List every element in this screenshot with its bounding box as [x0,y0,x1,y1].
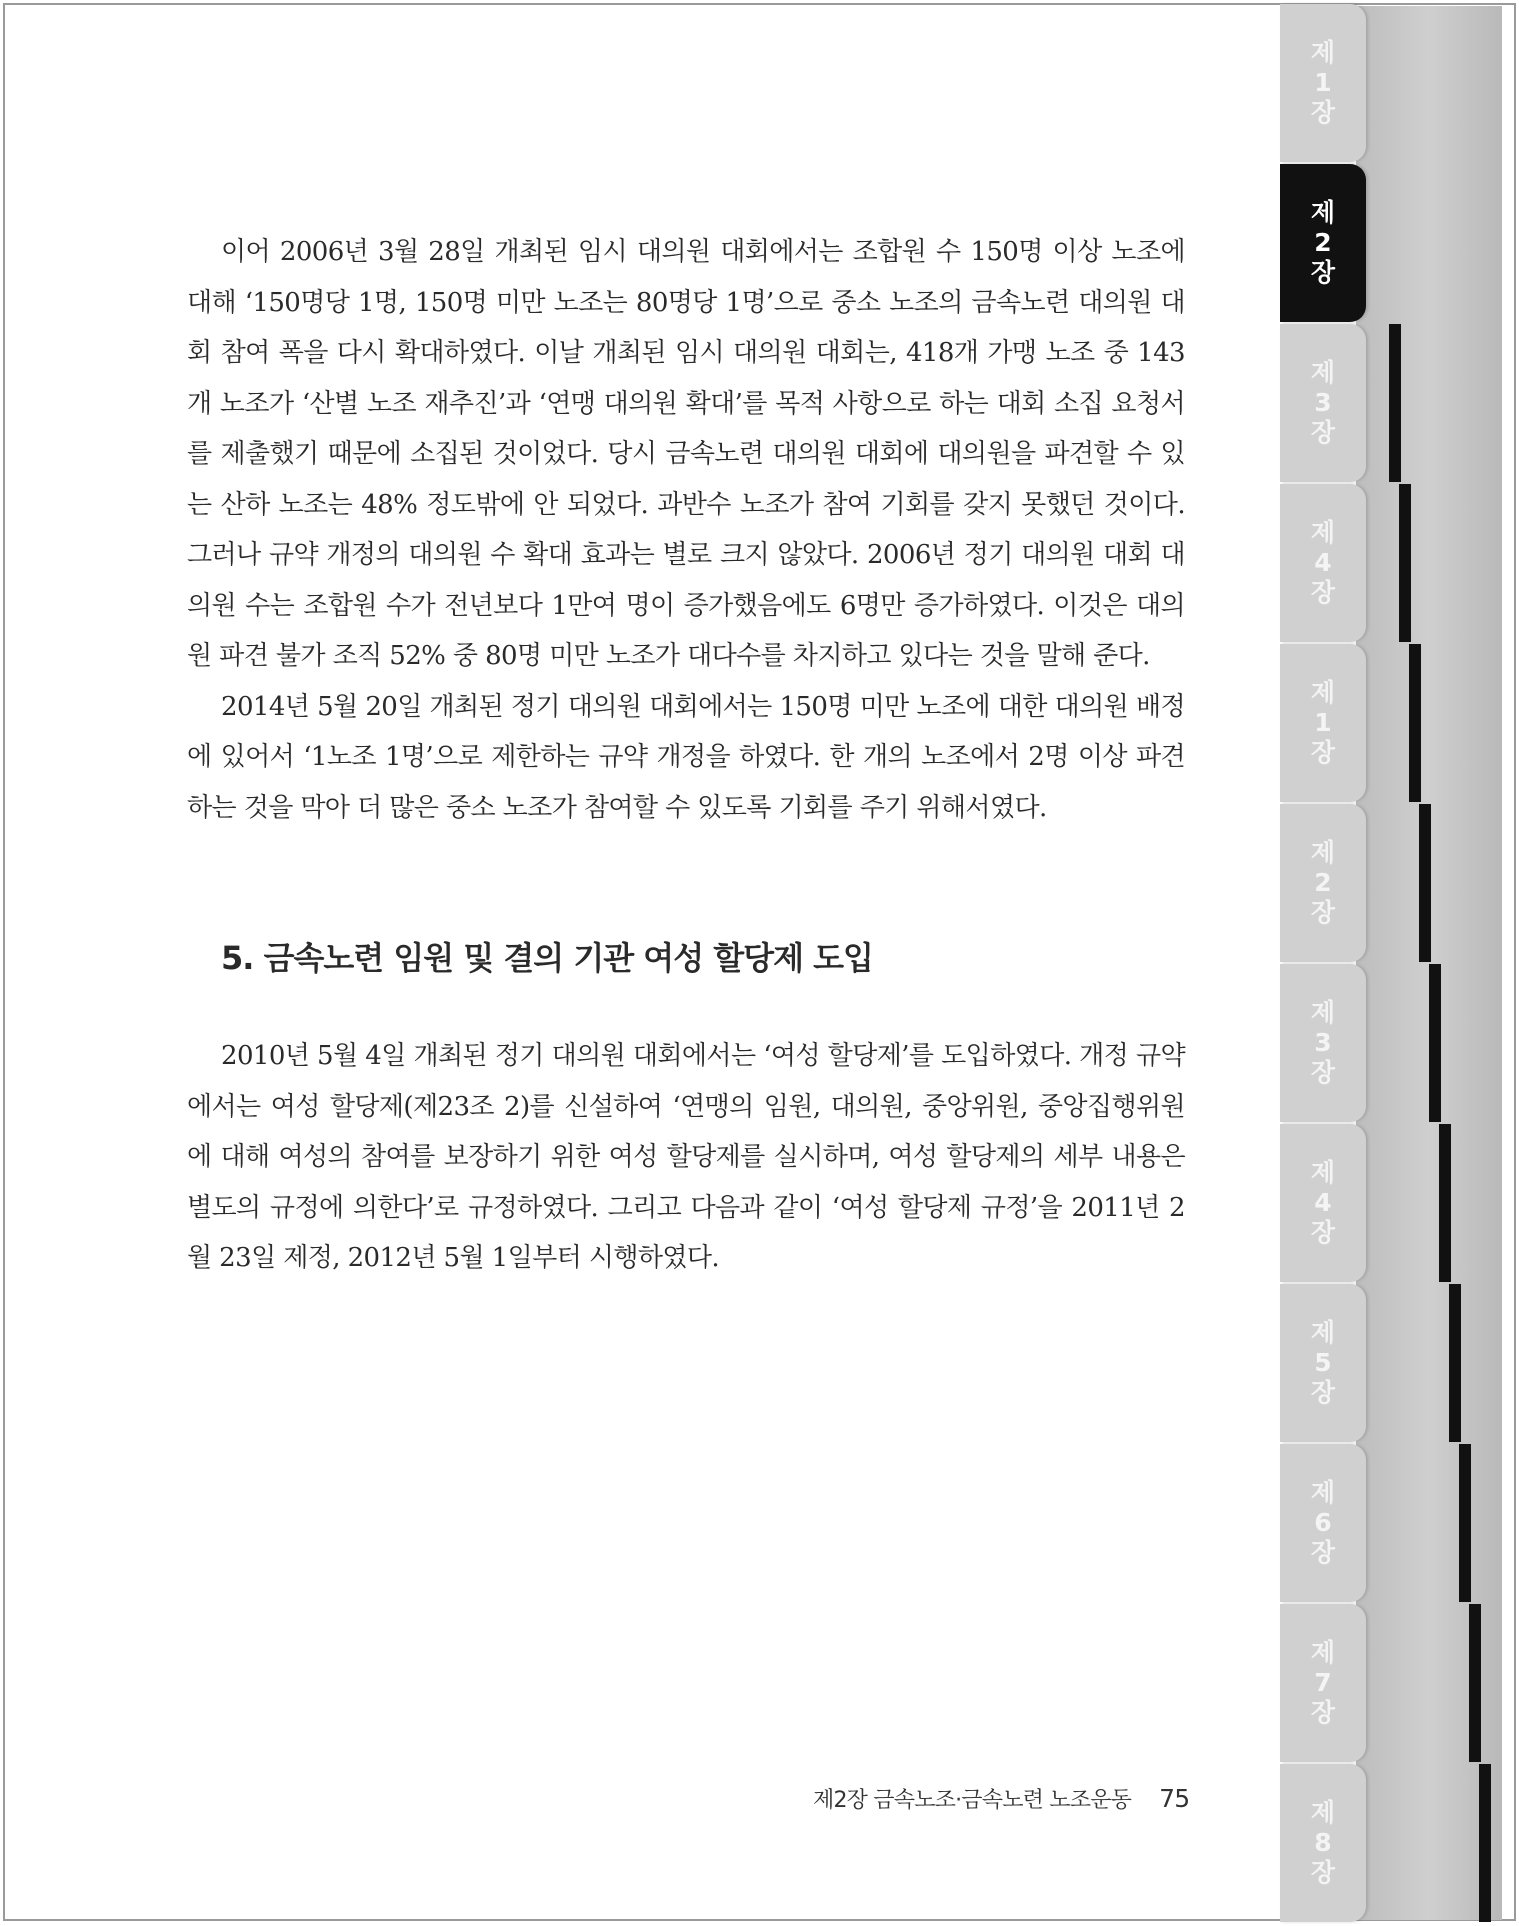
edge-index-mark [1419,804,1431,962]
chapter-tab[interactable] [1280,644,1366,802]
paragraph-3: 2010년 5월 4일 개최된 정기 대의원 대회에서는 ‘여성 할당제’를 도입하였다. 개정 규약에서는 여성 할당제(제23조 2)를 신설하여 ‘연맹의 임원, 대의원, 중앙위원, 중앙집행위원에 대해 여성의 참여를 보장하기 위한 여성 할당제를 실시하며, 여성 할당제의 세부 내용은 별도의 규정에 의한다’로 규정하였다. 그리고 다음과 같이 ‘여성 할당제 규정’을 2011년 2월 23일 제정, 2012년 5월 1일부터 시행하였다. [187,1041,1185,1273]
chapter-tab-label: 4 [1314,1188,1332,1217]
paragraph-2: 2014년 5월 20일 개최된 정기 대의원 대회에서는 150명 미만 노조에 대한 대의원 배정에 있어서 ‘1노조 1명’으로 제한하는 규약 개정을 하였다. 한 개의 노조에서 2명 이상 파견하는 것을 막아 더 많은 중소 노조가 참여할 수 있도록 기회를 주기 위해서였다. [187,691,1185,823]
chapter-tab-label: 제 [1310,38,1336,67]
chapter-tab-label: 장 [1310,1698,1336,1727]
chapter-tab-label: 제 [1310,358,1336,387]
chapter-tab-label: 제 [1310,198,1336,227]
chapter-tab[interactable] [1280,484,1366,642]
chapter-tab-label: 3 [1314,388,1332,417]
edge-index-mark [1399,484,1411,642]
chapter-tab-label: 5 [1314,1348,1332,1377]
chapter-tab[interactable] [1280,324,1366,482]
chapter-tab[interactable] [1280,1764,1366,1922]
chapter-tab[interactable] [1280,164,1366,322]
chapter-tab-label: 장 [1310,1378,1336,1407]
chapter-tab-label: 제 [1310,1318,1336,1347]
chapter-tab-label: 장 [1310,98,1336,127]
body-text [187,227,1185,833]
chapter-tab-label: 장 [1310,738,1336,767]
edge-index-mark [1449,1284,1461,1442]
chapter-tab-label: 제 [1310,518,1336,547]
chapter-tab[interactable] [1280,4,1366,162]
chapter-tab-label: 7 [1314,1668,1332,1697]
chapter-tab-label: 장 [1310,258,1336,287]
chapter-tab-label: 1 [1314,68,1332,97]
footer-chapter: 제2장 금속노조·금속노련 노조운동 [813,1788,1132,1813]
chapter-tab-label: 제 [1310,1478,1336,1507]
edge-index-mark [1459,1444,1471,1602]
chapter-tab[interactable] [1280,964,1366,1122]
chapter-tab-label: 장 [1310,578,1336,607]
chapter-tab-label: 장 [1310,418,1336,447]
chapter-tab-label: 장 [1310,1218,1336,1247]
chapter-tabs [1280,0,1519,1926]
chapter-tab-label: 제 [1310,1638,1336,1667]
section-body [187,1031,1185,1284]
chapter-tab-label: 장 [1310,1058,1336,1087]
chapter-tab-label: 2 [1314,228,1332,257]
edge-index-mark [1479,1764,1491,1922]
paragraph-1: 이어 2006년 3월 28일 개최된 임시 대의원 대회에서는 조합원 수 150명 이상 노조에 대해 ‘150명당 1명, 150명 미만 노조는 80명당 1명’으로 중소 노조의 금속노련 대의원 대회 참여 폭을 다시 확대하였다. 이날 개최된 임시 대의원 대회는, 418개 가맹 노조 중 143개 노조가 ‘산별 노조 재추진’과 ‘연맹 대의원 확대’를 목적 사항으로 하는 대회 소집 요청서를 제출했기 때문에 소집된 것이었다. 당시 금속노련 대의원 대회에 대의원을 파견할 수 있는 산하 노조는 48% 정도밖에 안 되었다. 과반수 노조가 참여 기회를 갖지 못했던 것이다. 그러나 규약 개정의 대의원 수 확대 효과는 별로 크지 않았다. 2006년 정기 대의원 대회 대의원 수는 조합원 수가 전년보다 1만여 명이 증가했음에도 6명만 증가하였다. 이것은 대의원 파견 불가 조직 52% 중 80명 미만 노조가 대다수를 차지하고 있다는 것을 말해 준다. [187,237,1185,671]
chapter-tab-label: 3 [1314,1028,1332,1057]
chapter-tab-label: 제 [1310,838,1336,867]
chapter-tab[interactable] [1280,1124,1366,1282]
chapter-tab-label: 장 [1310,898,1336,927]
chapter-tab-label: 제 [1310,1798,1336,1827]
chapter-tab-label: 장 [1310,1858,1336,1887]
chapter-tab-label: 1 [1314,708,1332,737]
chapter-tab-label: 6 [1314,1508,1332,1537]
section-heading: 5. 금속노련 임원 및 결의 기관 여성 할당제 도입 [221,939,873,977]
page-number: 75 [1159,1784,1190,1813]
chapter-tab[interactable] [1280,804,1366,962]
edge-index-mark [1439,1124,1451,1282]
chapter-tab[interactable] [1280,1444,1366,1602]
chapter-tab-label: 8 [1314,1828,1332,1857]
chapter-tab-label: 장 [1310,1538,1336,1567]
edge-index-mark [1429,964,1441,1122]
chapter-tab-label: 제 [1310,1158,1336,1187]
edge-index-mark [1469,1604,1481,1762]
running-footer [813,1783,1189,1814]
chapter-tab[interactable] [1280,1604,1366,1762]
chapter-tab[interactable] [1280,1284,1366,1442]
chapter-tab-label: 4 [1314,548,1332,577]
edge-index-mark [1409,644,1421,802]
chapter-tab-label: 제 [1310,998,1336,1027]
edge-index-mark [1389,324,1401,482]
chapter-tab-label: 제 [1310,678,1336,707]
chapter-tab-label: 2 [1314,868,1332,897]
